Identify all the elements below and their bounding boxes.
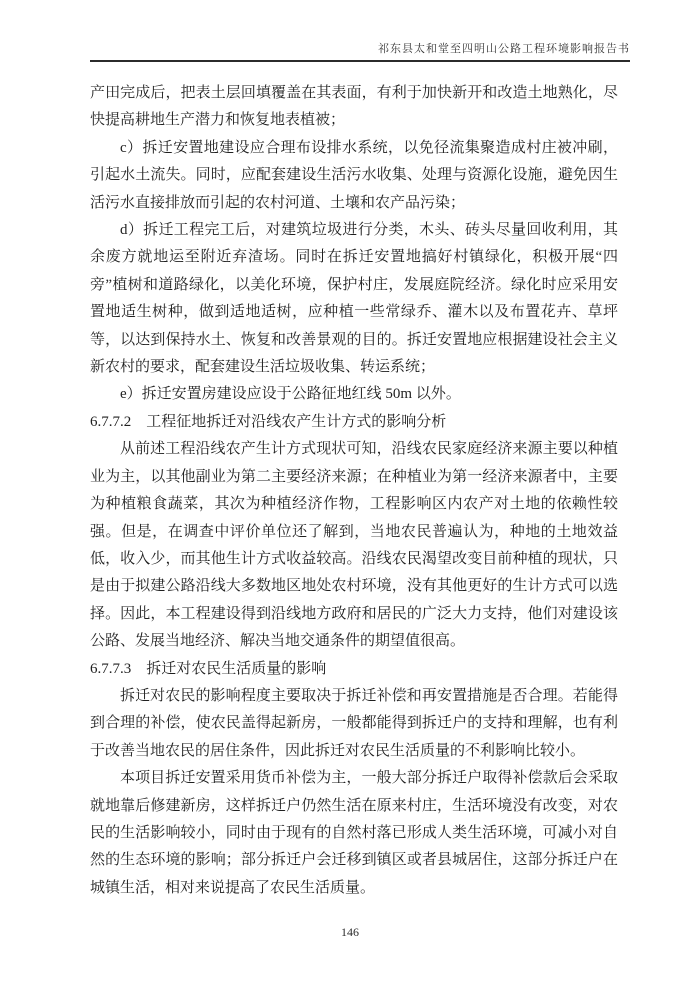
section-heading-6-7-7-3: 6.7.7.3 拆迁对农民生活质量的影响: [90, 660, 327, 677]
page-number: 146: [341, 925, 359, 939]
header-divider-rule: [90, 60, 630, 62]
list-item-e: e）拆迁安置房建设应设于公路征地红线 50m 以外。: [120, 386, 461, 403]
body-paragraph: 本项目拆迁安置采用货币补偿为主，一般大部分拆迁户取得补偿款后会采取就地靠后修建新房，这样拆迁户仍然生活在原来村庄，生活环境没有改变，对农民的生活影响较小，同时由于现有的自然村落已形成人类生活环境，可减小对自然的生态环境的影响；部分拆迁户会迁移到镇区或者县城居住，这部分拆迁户在城镇生活，相对来说提高了农民生活质量。: [90, 770, 618, 896]
body-paragraph-continuation: 产田完成后，把表土层回填覆盖在其表面，有利于加快新开和改造土地熟化，尽快提高耕地生产潜力和恢复地表植被；: [90, 85, 618, 129]
body-paragraph: 拆迁对农民的影响程度主要取决于拆迁补偿和再安置措施是否合理。若能得到合理的补偿，使农民盖得起新房，一般都能得到拆迁户的支持和理解，也有利于改善当地农民的居住条件，因此拆迁对农民生活质量的不利影响比较小。: [90, 687, 618, 759]
list-item-c: c）拆迁安置地建设应合理布设排水系统，以免径流集聚造成村庄被冲刷，引起水土流失。同时，应配套建设生活污水收集、处理与资源化设施，避免因生活污水直接排放而引起的农村河道、土壤和农产品污染；: [90, 139, 618, 211]
document-body: [90, 80, 618, 902]
list-item-d: d）拆迁工程完工后，对建筑垃圾进行分类，木头、砖头尽量回收利用，其余废方就地运至附近弃渣场。同时在拆迁安置地搞好村镇绿化，积极开展“四旁”植树和道路绿化，以美化环境，保护村庄，发展庭院经济。绿化时应采用安置地适生树种，做到适地适树，应种植一些常绿乔、灌木以及布置花卉、草坪等，以达到保持水土、恢复和改善景观的目的。拆迁安置地应根据建设社会主义新农村的要求，配套建设生活垃圾收集、转运系统；: [90, 222, 618, 376]
running-header-title: 祁东县太和堂至四明山公路工程环境影响报告书: [378, 43, 630, 55]
body-paragraph: 从前述工程沿线农产生计方式现状可知，沿线农民家庭经济来源主要以种植业为主，以其他副业为第二主要经济来源；在种植业为第一经济来源者中，主要为种植粮食蔬菜，其次为种植经济作物，工程影响区内农产对土地的依赖性较强。但是，在调查中评价单位还了解到，当地农民普遍认为，种地的土地效益低，收入少，而其他生计方式收益较高。沿线农民渴望改变目前种植的现状，只是由于拟建公路沿线大多数地区地处农村环境，没有其他更好的生计方式可以选择。因此，本工程建设得到沿线地方政府和居民的广泛大力支持，他们对建设该公路、发展当地经济、解决当地交通条件的期望值很高。: [90, 441, 618, 650]
section-heading-6-7-7-2: 6.7.7.2 工程征地拆迁对沿线农产生计方式的影响分析: [90, 413, 447, 430]
